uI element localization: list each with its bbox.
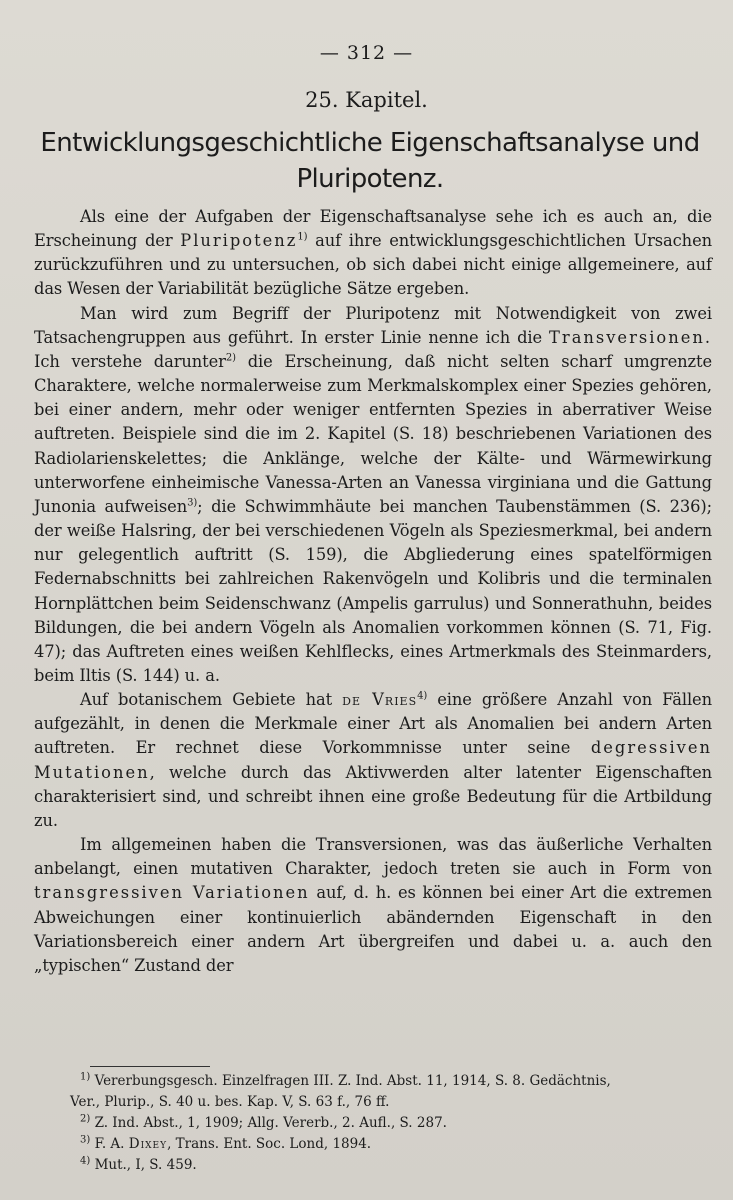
footnote-4-text: Mut., I, S. 459. <box>94 1157 197 1173</box>
chapter-heading: 25. Kapitel. <box>305 88 428 112</box>
p3-text-f: , welche durch das Aktivwerden alter latenter Eigenschaften charakterisiert sind, und schreibt ihnen eine große Bedeutung für die Artbildung zu. <box>34 762 712 830</box>
footnote-ref-3: 3) <box>187 497 198 509</box>
footnote-1-mark: 1) <box>80 1071 91 1083</box>
p3-term-degressive: degressiven Mutationen <box>34 738 712 782</box>
p1-text-a: Als eine der Aufgaben der Eigenschaftsanalyse sehe ich es auch an, die Erscheinung der <box>34 207 712 251</box>
footnote-ref-4: 4) <box>417 690 428 702</box>
paragraph-4 <box>34 833 712 978</box>
chapter-title <box>30 125 710 197</box>
footnote-2-mark: 2) <box>80 1113 91 1125</box>
p1-term-pluripotenz: Pluripotenz <box>180 231 298 251</box>
footnote-ref-2: 2) <box>225 352 236 364</box>
footnote-4-mark: 4) <box>80 1155 91 1167</box>
p2-text-e: die Erscheinung, daß nicht selten scharf umgrenzte Charaktere, welche normalerweise zum Merkmalskomplex einer Spezies gehören, bei einer andern, mehr oder weniger entfernten Spezies in aberrativer Weise auftreten. Beispiele sind die im 2. Kapitel (S. 18) beschriebenen Variationen des Radiolarienskelettes; die Anklänge, welche der Kälte- und Wärmewirkung unterworfene einheimische Vanessa-Arten an Vanessa virginiana und die Gattung Junonia aufweisen <box>34 351 712 516</box>
body-text <box>34 205 712 978</box>
footnote-3-text-a: F. A. <box>94 1136 129 1152</box>
p2-text-g: ; die Schwimmhäute bei manchen Taubenstämmen (S. 236); der weiße Halsring, der bei verschiedenen Vögeln als Speziesmerkmal, bei andern nur gelegentlich auftritt (S. 159), die Abgliederung eines spatelförmigen Federnabschnitts bei zahlreichen Rakenvögeln und Kolibris und die terminalen Hornplättchen beim Seidenschwanz (Ampelis garrulus) und Sonnerathuhn, beides Bildungen, die bei andern Vögeln als Anomalien vorkommen können (S. 71, Fig. 47); das Auftreten eines weißen Kehlflecks, eines Artmerkmals des Steinmarders, beim Iltis (S. 144) u. a. <box>34 496 713 685</box>
paragraph-2 <box>34 302 712 689</box>
p4-term-transgressive: transgressiven Variationen <box>34 883 310 903</box>
footnote-3-mark: 3) <box>80 1134 91 1146</box>
title-line-2: Pluripotenz. <box>296 164 444 194</box>
paragraph-1 <box>34 205 712 302</box>
footnote-3-text-b: , Trans. Ent. Soc. Lond, 1894. <box>167 1136 372 1152</box>
footnote-2-text: Z. Ind. Abst., 1, 1909; Allg. Vererb., 2. Aufl., S. 287. <box>94 1115 447 1131</box>
p3-text-d: eine größere Anzahl von Fällen aufgezählt, in denen die Merkmale einer Art als Anomalien bei andern Arten auftreten. Er rechnet diese Vorkommnisse unter seine <box>34 690 712 758</box>
p4-text-c: auf, d. h. es können bei einer Art die extremen Abweichungen einer kontinuierlich abändernden Eigenschaft in den Variationsbereich einer andern Art übergreifen und dabei u. a. auch den „typischen“ Zustand der <box>34 883 712 975</box>
p2-text-c: Ich verstehe darunter <box>34 351 226 371</box>
title-line-1: Entwicklungsgeschichtliche Eigenschaftsanalyse und <box>40 128 700 158</box>
footnote-1-text: Vererbungsgesch. Einzelfragen III. Z. Ind. Abst. 11, 1914, S. 8. Gedächtnis, <box>94 1073 611 1089</box>
p3-author-de-vries: de Vries <box>342 690 418 710</box>
footnote-4 <box>80 1155 716 1176</box>
footnote-2 <box>80 1113 716 1134</box>
footnote-3 <box>80 1134 716 1155</box>
p3-text-a: Auf botanischem Gebiete hat <box>80 690 343 710</box>
p1-text-d: auf ihre entwicklungsgeschichtlichen Ursachen zurückzuführen und zu untersuchen, ob sich dabei nicht einige allgemeinere, auf das Wesen der Variabilität bezügliche Sätze ergeben. <box>34 231 712 299</box>
footnote-1 <box>80 1071 716 1092</box>
footnote-1-continuation: Ver., Plurip., S. 40 u. bes. Kap. V, S. 63 f., 76 ff. <box>70 1094 390 1110</box>
p2-term-transversionen: Transversionen. <box>549 327 712 347</box>
p2-text-a: Man wird zum Begriff der Pluripotenz mit Notwendigkeit von zwei Tatsachengruppen aus geführt. In erster Linie nenne ich die <box>34 303 712 347</box>
footnote-3-author: Dixey <box>128 1136 168 1152</box>
page-number: — 312 — <box>319 42 414 64</box>
footnote-ref-1: 1) <box>297 231 308 243</box>
paragraph-3 <box>34 688 712 833</box>
p4-text-a: Im allgemeinen haben die Transversionen, was das äußerliche Verhalten anbelangt, einen mutativen Charakter, jedoch treten sie auch in Form von <box>34 835 712 879</box>
footnote-divider <box>90 1066 210 1067</box>
footnotes <box>70 1071 716 1176</box>
